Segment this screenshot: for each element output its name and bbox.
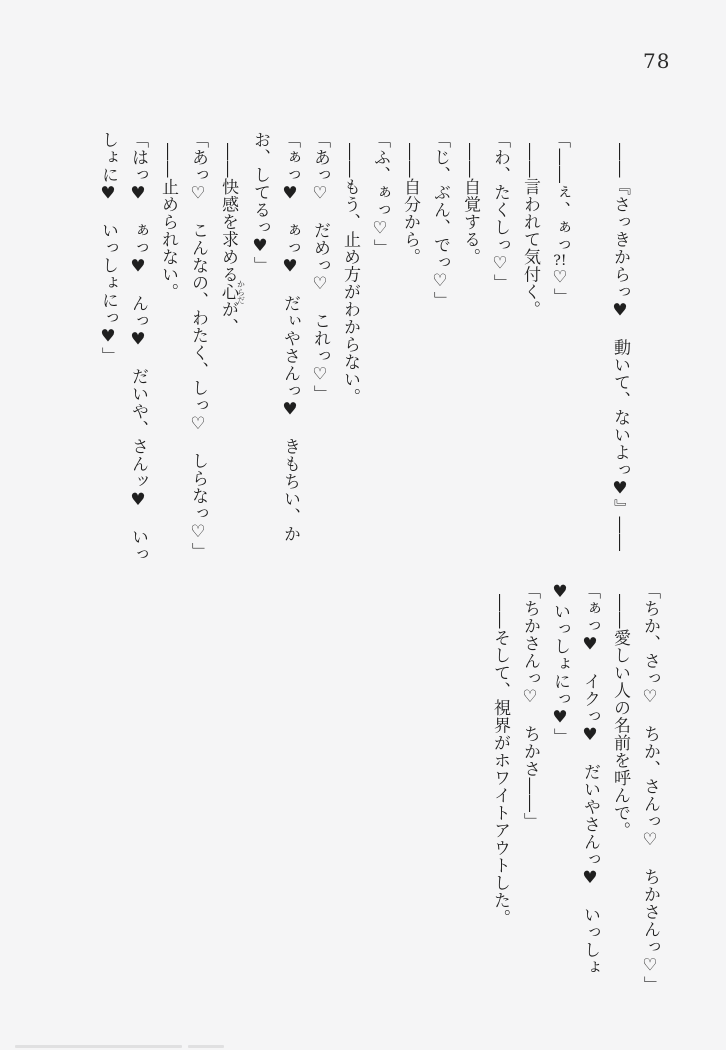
ruby-annotation: 心からだ (218, 279, 246, 304)
text-line: ――自覚する。 (460, 143, 480, 266)
text-line: 「じ、ぶん、でっ♡」 (430, 131, 450, 309)
text-line: 「ちか、さっ♡ ちか、さんっ♡ ちかさんっ♡」 (640, 582, 660, 994)
text-line: 「――ぇ、ぁっ?!♡」 (550, 131, 570, 306)
text-line: 「ぁっ♥ ぁっ♥ だぃやさんっ♥ きもちい、かお、してるっ♥」 (250, 131, 300, 543)
page-number: 78 (643, 49, 671, 73)
lower-text-block (461, 582, 665, 994)
text-line: ――『さっきからっ♥ 動いて、ないよっ♥』―― (610, 143, 630, 552)
text-line: 「はっ♥ ぁっ♥ んっ♥ だいや、さんッ♥ いっしょに♥ いっしょにっ♥」 (98, 131, 148, 563)
bottom-edge-artifact (15, 1045, 182, 1048)
text-line: ――もう、止め方がわからない。 (340, 143, 360, 406)
text-line: ――止められない。 (158, 143, 178, 301)
text-line: 「ふ、ぁっ♡」 (370, 131, 390, 257)
blank-line (635, 131, 665, 569)
blank-line (575, 131, 605, 569)
text-line: ――そして、視界がホワイトアウトした。 (490, 594, 510, 927)
text-line: ――言われて気付く。 (520, 143, 540, 318)
text-line: 「あっ♡ こんなの、わたく、しっ♡ しらなっ♡」 (188, 131, 208, 560)
text-line: ――快感を求める心からだが、 (218, 143, 246, 336)
text-line: 「あっ♡ だめっ♡ これっ♡」 (310, 131, 330, 403)
text-line: 「ちかさんっ♡ ちかさ――」 (520, 582, 540, 830)
text-line: ――自分から。 (400, 143, 420, 266)
text-line: 「ぁっ♥ イクっ♥ だいやさんっ♥ いっしょ♥いっしょにっ♥」 (550, 582, 600, 976)
upper-text-block (79, 131, 665, 569)
text-line: ――愛しい人の名前を呼んで。 (610, 594, 630, 839)
bottom-edge-artifact (188, 1045, 224, 1048)
tatechuyoko-interrobang: ?! (553, 253, 567, 268)
text-line: 「わ、たくしっ♡」 (490, 131, 510, 292)
